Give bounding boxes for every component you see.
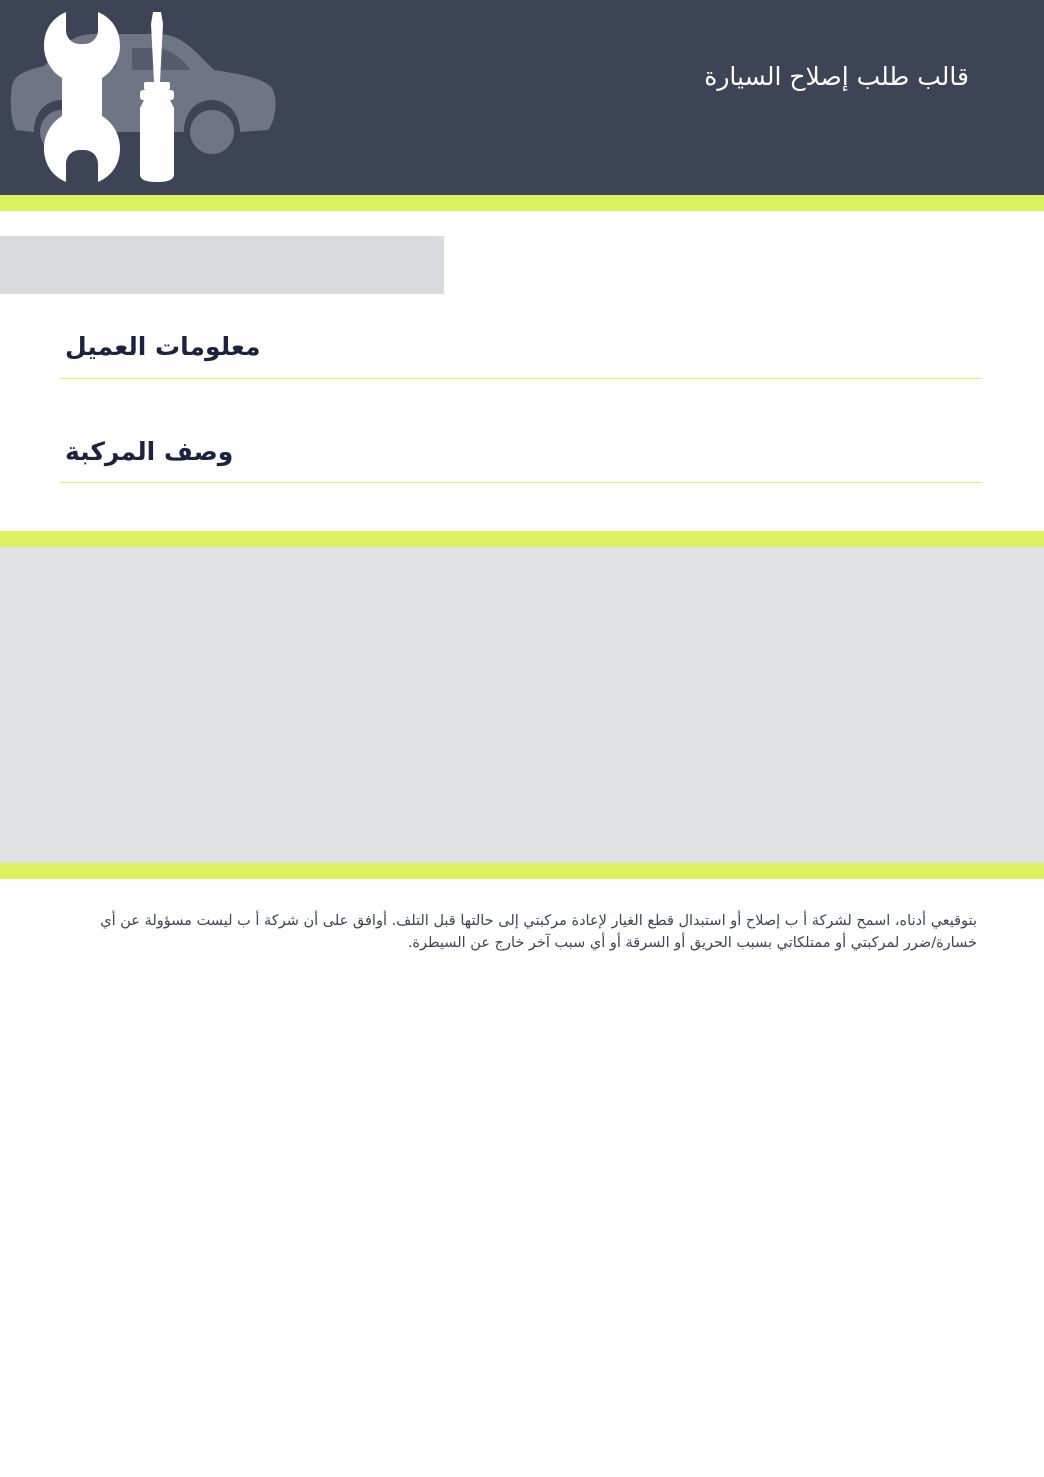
vehicle-description-heading: وصف المركبة xyxy=(65,437,234,466)
accent-stripe-middle xyxy=(0,531,1044,547)
vehicle-description-section xyxy=(59,437,982,483)
logo-placeholder-box xyxy=(0,236,444,294)
accent-stripe-bottom xyxy=(0,863,1044,879)
form-title: قالب طلب إصلاح السيارة xyxy=(704,62,969,91)
accent-stripe-top xyxy=(0,195,1044,211)
car-repair-logo xyxy=(8,8,280,186)
header-banner xyxy=(0,0,1044,195)
customer-info-heading: معلومات العميل xyxy=(65,332,261,361)
customer-info-section xyxy=(59,332,982,379)
authorization-disclaimer: بتوقيعي أدناه، اسمح لشركة أ ب إصلاح أو استبدال قطع الغيار لإعادة مركبتي إلى حالتها قبل التلف. أوافق على أن شركة أ ب ليست مسؤولة عن أي خسارة/ضرر لمركبتي أو ممتلكاتي بسبب الحريق أو السرقة أو أي سبب آخر خارج عن السيطرة. xyxy=(100,913,977,951)
details-panel xyxy=(0,547,1044,863)
